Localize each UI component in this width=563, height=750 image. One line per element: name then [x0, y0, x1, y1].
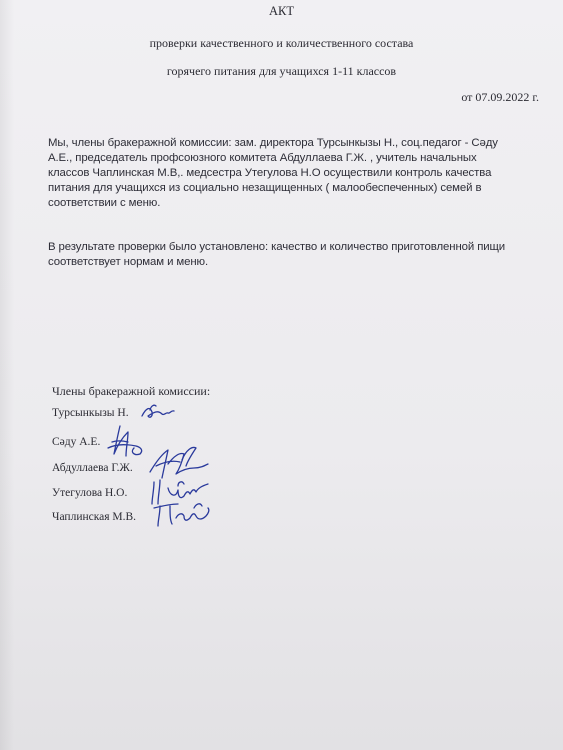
member-name: Чаплинская М.В.: [52, 511, 137, 523]
paragraph-line: питания для учащихся из социально незащищенных ( малообеспеченных) семей в: [48, 182, 482, 194]
document-date: от 07.09.2022 г.: [461, 90, 539, 104]
document-title: АКТ: [269, 4, 294, 18]
members-heading: Члены бракеражной комиссии:: [52, 384, 211, 398]
paragraph-line: А.Е., председатель профсоюзного комитета Абдуллаева Г.Ж. , учитель начальных: [48, 152, 477, 164]
member-name: Турсынкызы Н.: [52, 407, 129, 419]
member-name: Сәду А.Е.: [52, 436, 101, 448]
paragraph-result: [48, 240, 538, 270]
paragraph-line: В результате проверки было установлено: качество и количество приготовленной пищи: [48, 241, 506, 253]
signature-2: [104, 422, 148, 462]
document-subtitle-1: проверки качественного и количественного состава: [149, 36, 414, 50]
paragraph-commission: [48, 136, 538, 211]
document-subtitle-2: горячего питания для учащихся 1-11 классов: [166, 64, 397, 78]
paragraph-line: Мы, члены бракеражной комиссии: зам. директора Турсынкызы Н., соц.педагог - Сәду: [48, 137, 498, 149]
signature-5: [150, 498, 212, 530]
member-name: Утегулова Н.О.: [52, 487, 128, 499]
paragraph-line: соответствии с меню.: [48, 197, 161, 209]
paragraph-line: соответствует нормам и меню.: [48, 256, 209, 268]
member-name: Абдуллаева Г.Ж.: [52, 462, 133, 474]
page-shadow: [0, 0, 14, 750]
paragraph-line: классов Чаплинская М.В,. медсестра Утегулова Н.О осуществили контроль качества: [48, 167, 492, 179]
